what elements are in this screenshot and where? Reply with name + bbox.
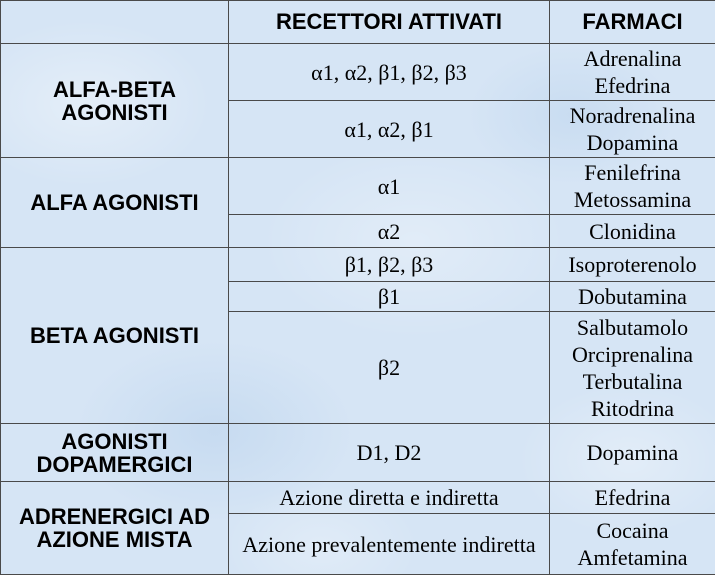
category-label-line: AGONISTI [61, 428, 168, 454]
drug-cell [550, 101, 715, 158]
drug-name: Salbutamolo [576, 314, 689, 340]
category-alfa-beta-agonisti [1, 44, 229, 158]
receptor-cell: β1 [229, 282, 550, 312]
drug-cell [550, 44, 715, 101]
header-category-cell [1, 1, 229, 44]
drug-name: Clonidina [589, 218, 676, 244]
receptor-cell: D1, D2 [229, 424, 550, 482]
category-label-line: ALFA-BETA [52, 76, 177, 102]
drug-name: Metossamina [573, 187, 692, 212]
category-label-line: ALFA AGONISTI [30, 190, 199, 215]
header-drugs: FARMACI [550, 1, 715, 44]
drug-name: Dopamina [586, 440, 679, 465]
receptor-cell: α1, α2, β1, β2, β3 [229, 44, 550, 101]
table-row [1, 482, 715, 514]
category-beta-agonisti [1, 248, 229, 424]
table-row [1, 158, 715, 215]
receptor-cell: α1 [229, 158, 550, 215]
receptor-cell: α1, α2, β1 [229, 101, 550, 158]
drug-name: Adrenalina [583, 46, 682, 71]
receptor-cell: Azione diretta e indiretta [229, 482, 550, 514]
category-adrenergici-azione-mista [1, 482, 229, 575]
drug-name: Efedrina [594, 73, 671, 98]
drug-name: Cocaina [596, 518, 669, 543]
category-label-line: DOPAMERGICI [36, 451, 193, 477]
drug-name: Dopamina [586, 130, 679, 155]
category-label-line: AGONISTI [61, 99, 168, 125]
category-label-line: ADRENERGICI AD [18, 504, 211, 529]
receptor-cell: β2 [229, 312, 550, 424]
table-row [1, 424, 715, 482]
drug-cell [550, 248, 715, 282]
receptor-cell: α2 [229, 215, 550, 248]
header-receptors: RECETTORI ATTIVATI [229, 1, 550, 44]
drug-name: Isoproterenolo [568, 252, 697, 277]
drug-cell [550, 482, 715, 514]
category-alfa-agonisti [1, 158, 229, 248]
drug-name: Dobutamina [578, 284, 687, 309]
drug-name: Noradrenalina [569, 103, 696, 128]
drug-cell [550, 158, 715, 215]
drug-name: Fenilefrina [584, 160, 681, 185]
drug-name: Amfetamina [577, 545, 688, 570]
receptor-cell: β1, β2, β3 [229, 248, 550, 282]
category-label-line: AZIONE MISTA [36, 527, 193, 552]
header-row [1, 1, 715, 44]
table-row [1, 44, 715, 101]
table-row [1, 248, 715, 282]
drug-cell [550, 282, 715, 312]
drug-name: Ritodrina [590, 395, 675, 421]
drug-name: Efedrina [594, 485, 671, 510]
category-agonisti-dopamergici [1, 424, 229, 482]
drug-cell [550, 215, 715, 248]
drug-cell [550, 424, 715, 482]
drug-name: Terbutalina [582, 368, 683, 394]
drug-name: Orciprenalina [572, 341, 693, 367]
category-label-line: BETA AGONISTI [29, 323, 200, 348]
drug-cell [550, 312, 715, 424]
drug-cell [550, 514, 715, 575]
receptor-cell: Azione prevalentemente indiretta [229, 514, 550, 575]
